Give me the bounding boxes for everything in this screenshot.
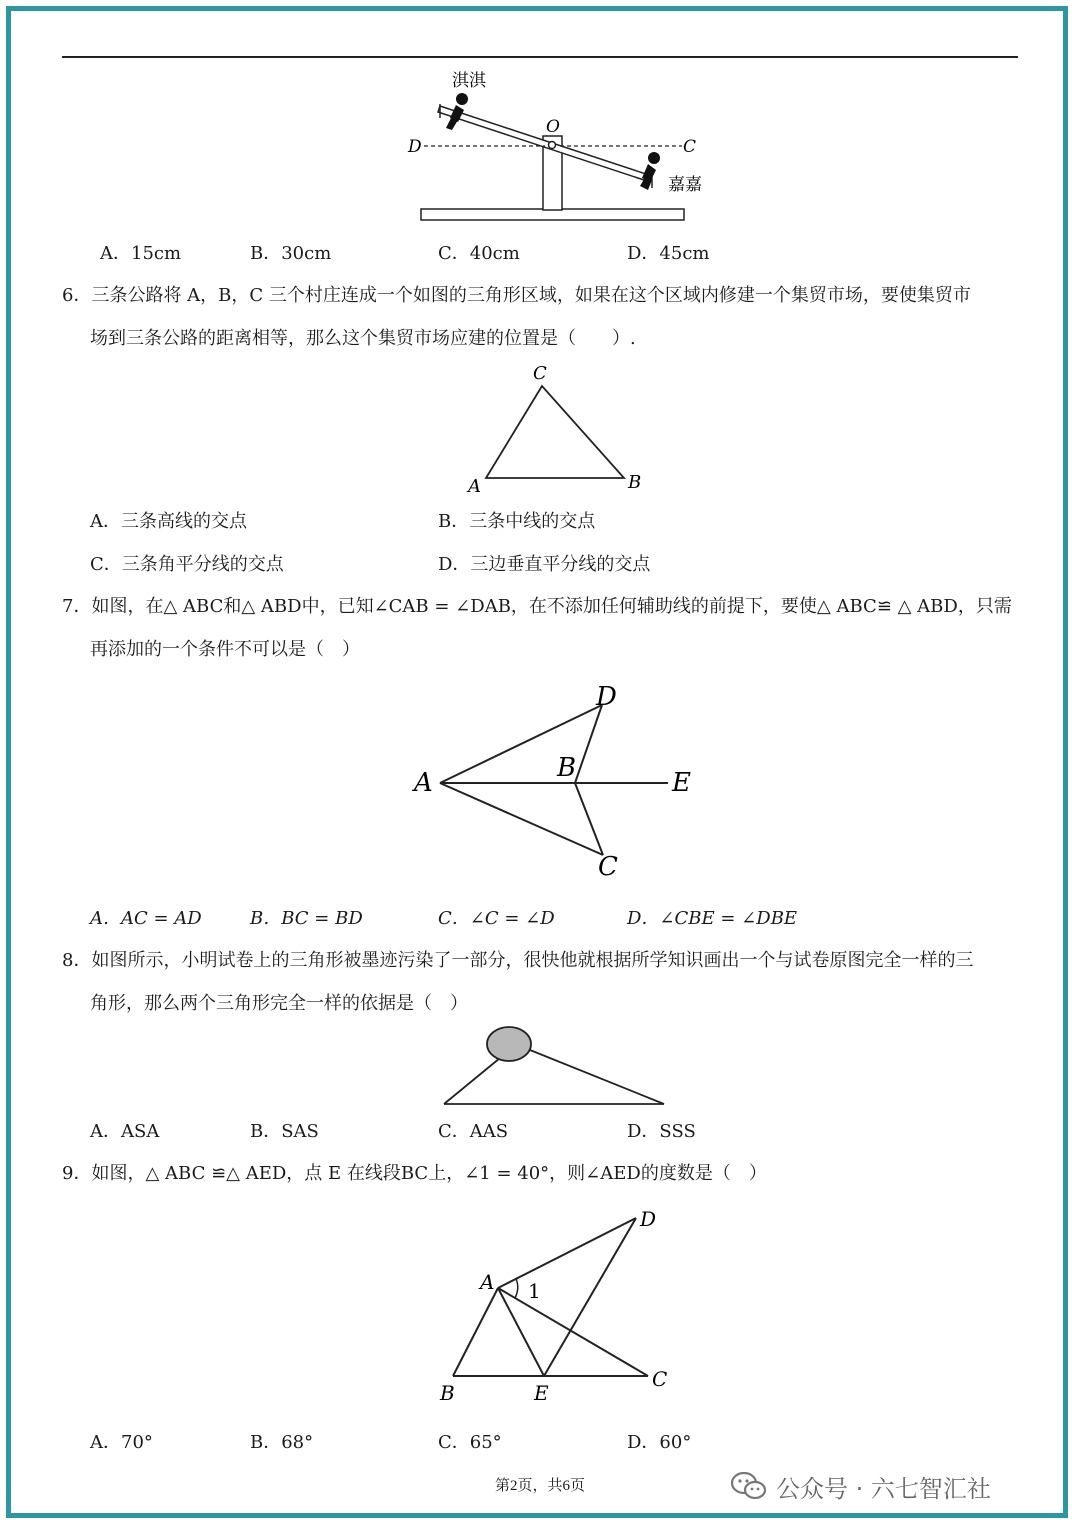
page-footer: 第2页，共6页 — [494, 1478, 585, 1494]
q6-option-b: B．三条中线的交点 — [438, 511, 596, 532]
q9-option-c: C．65° — [438, 1432, 502, 1453]
label-B: B — [440, 1381, 455, 1405]
label-A: A — [468, 476, 481, 497]
inked-triangle-figure — [430, 1020, 680, 1115]
label-A: A — [414, 768, 433, 798]
label-B: B — [557, 753, 577, 783]
q7-option-b: B．BC = BD — [250, 908, 363, 929]
label-C: C — [683, 137, 697, 157]
label-B: B — [628, 472, 642, 493]
q8-option-b: B．SAS — [250, 1121, 319, 1142]
watermark — [730, 1470, 991, 1502]
q7-figure — [400, 675, 710, 890]
watermark-text: 公众号 · 六七智汇社 — [776, 1474, 991, 1503]
q9-option-a: A．70° — [90, 1432, 153, 1453]
label-E: E — [672, 768, 691, 798]
label-A: A — [480, 1270, 495, 1294]
q5-option-b: B．30cm — [250, 243, 332, 264]
label-D: D — [640, 1207, 657, 1231]
q6-stem-line2: 场到三条公路的距离相等，那么这个集贸市场应建的位置是（ ）. — [90, 328, 636, 349]
q9-option-d: D．60° — [627, 1432, 692, 1453]
label-jiajia: 嘉嘉 — [668, 175, 702, 195]
q8-option-a: A．ASA — [90, 1121, 160, 1142]
q9-figure — [420, 1200, 690, 1410]
q7-option-d: D．∠CBE = ∠DBE — [627, 908, 798, 929]
q6-option-c: C．三条角平分线的交点 — [90, 554, 284, 575]
label-C: C — [598, 852, 618, 882]
triangle-abc-figure — [460, 360, 650, 500]
left-person-head — [456, 93, 468, 105]
header-rule — [62, 56, 1018, 58]
q5-option-c: C．40cm — [438, 243, 520, 264]
q5-option-a: A．15cm — [100, 243, 182, 264]
q8-option-d: D．SSS — [627, 1121, 696, 1142]
label-C: C — [533, 363, 547, 384]
q6-option-d: D．三边垂直平分线的交点 — [438, 554, 651, 575]
q6-option-a: A．三条高线的交点 — [90, 511, 247, 532]
q5-option-d: D．45cm — [627, 243, 710, 264]
ink-blot — [487, 1027, 531, 1061]
q7-option-c: C．∠C = ∠D — [438, 908, 555, 929]
q6-stem-line1: 6．三条公路将 A，B，C 三个村庄连成一个如图的三角形区域，如果在这个区域内修建一个集贸市场，要使集贸市 — [62, 285, 971, 306]
label-qiqi: 淇淇 — [452, 71, 486, 91]
label-C: C — [652, 1367, 668, 1391]
q7-option-a: A．AC = AD — [90, 908, 202, 929]
angle-1-label: 1 — [528, 1279, 541, 1303]
right-person-head — [648, 152, 660, 164]
q7-stem-line2: 再添加的一个条件不可以是（ ） — [90, 639, 360, 660]
q8-stem-line2: 角形，那么两个三角形完全一样的依据是（ ） — [90, 993, 468, 1014]
seesaw-figure — [400, 66, 720, 226]
label-E: E — [534, 1381, 549, 1405]
label-D: D — [596, 682, 617, 712]
q9-option-b: B．68° — [250, 1432, 314, 1453]
q9-stem: 9．如图，△ ABC ≌△ AED，点 E 在线段BC上，∠1 = 40°，则∠AED的度数是（ ） — [62, 1163, 767, 1184]
wechat-icon — [730, 1471, 768, 1501]
q8-option-c: C．AAS — [438, 1121, 509, 1142]
label-D: D — [408, 137, 422, 157]
q7-stem-line1: 7．如图，在△ ABC和△ ABD中，已知∠CAB = ∠DAB，在不添加任何辅助线的前提下，要使△ ABC≌ △ ABD，只需 — [62, 596, 1012, 617]
label-O: O — [546, 117, 560, 137]
q8-stem-line1: 8．如图所示，小明试卷上的三角形被墨迹污染了一部分，很快他就根据所学知识画出一个与试卷原图完全一样的三 — [62, 950, 974, 971]
